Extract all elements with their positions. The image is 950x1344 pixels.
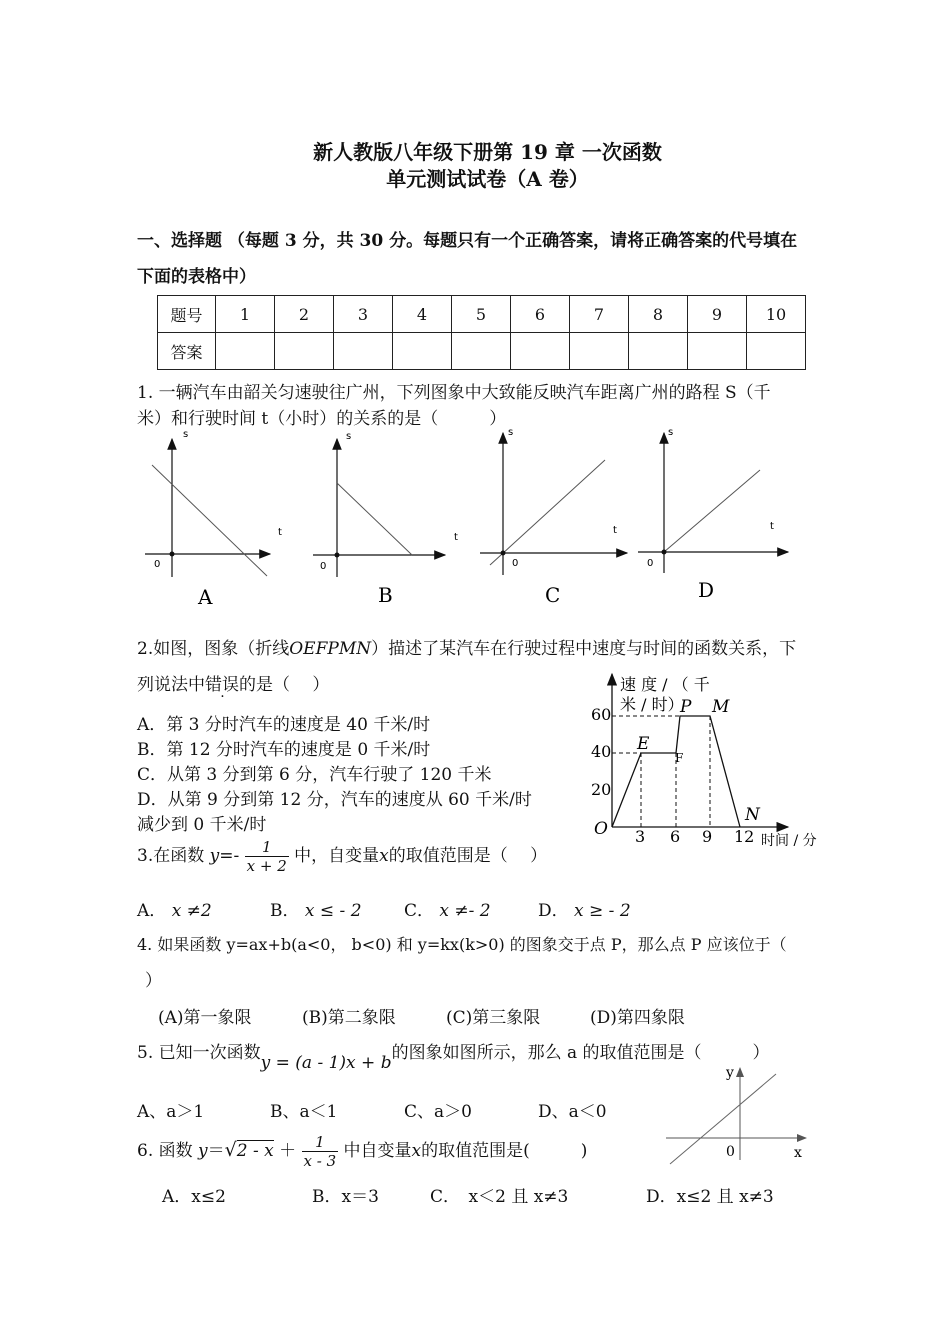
page-subtitle: 单元测试试卷（A 卷）: [386, 167, 589, 191]
t-label: t: [278, 527, 282, 538]
q4-text-cont: ）: [145, 971, 162, 991]
q2-option-d-cont: 减少到 0 千米/时: [137, 815, 267, 835]
s-label: s: [508, 427, 514, 438]
graph-line: [337, 483, 412, 555]
question-number-cell: 5: [452, 296, 511, 333]
x-tick-6: 6: [670, 827, 681, 846]
option-expr: x ≤ - 2: [304, 901, 362, 921]
question-number-cell: 8: [629, 296, 688, 333]
q1-text-cont: 米）和行驶时间 t（小时）的关系的是（ ）: [137, 409, 507, 429]
q6-func-eq: ＝: [207, 1141, 225, 1161]
x-tick-9: 9: [702, 827, 713, 846]
origin-label: 0: [647, 558, 654, 569]
y-tick-20: 20: [591, 780, 612, 799]
graph-line: [664, 470, 760, 552]
s-label: s: [346, 431, 352, 442]
answer-cell[interactable]: [334, 333, 393, 370]
choice-letter-b: B: [378, 583, 393, 607]
q1-text: 1. 一辆汽车由韶关匀速驶往广州，下列图象中大致能反映汽车距离广州的路程 S（千: [137, 383, 771, 403]
q3-option-c: [404, 896, 491, 921]
s-label: s: [183, 429, 189, 440]
point-p-label: P: [680, 697, 692, 717]
q5-option-c: C、a＞0: [404, 1102, 472, 1122]
answer-cell[interactable]: [511, 333, 570, 370]
q4-option-c: (C)第三象限: [446, 1008, 541, 1028]
q6-option-a: A．x≤2: [162, 1187, 226, 1207]
q3-option-a: [137, 896, 212, 921]
question-number-cell: 6: [511, 296, 570, 333]
answer-cell[interactable]: [747, 333, 806, 370]
point-o-label: O: [594, 819, 608, 839]
answer-cell[interactable]: [216, 333, 275, 370]
origin-dot: [501, 551, 506, 556]
x-tick-3: 3: [635, 827, 646, 846]
q2-text-d: 列说法中: [137, 675, 205, 695]
option-label: B．: [270, 901, 300, 921]
origin-dot: [170, 552, 175, 557]
q5-graph: [660, 1060, 820, 1165]
section-heading-cont: 下面的表格中）: [137, 267, 256, 287]
question-number-cell: 9: [688, 296, 747, 333]
y-axis-label: 速 度 / （ 千: [620, 675, 710, 694]
option-expr: x ≠2: [171, 901, 212, 921]
q5-option-d: D、a＜0: [538, 1102, 607, 1122]
graph-line: [490, 460, 605, 565]
table-row: [158, 296, 806, 333]
origin-dot: [662, 550, 667, 555]
q3-var: x: [379, 846, 389, 866]
q2-emphasis: 错误: [205, 675, 239, 695]
option-label: C．: [404, 901, 435, 921]
y-label: y: [726, 1065, 734, 1081]
q5-prefix: 5. 已知一次函数: [137, 1043, 261, 1063]
q6-fraction-num: 1: [302, 1133, 339, 1152]
table-header-cell: 答案: [158, 333, 216, 370]
q5-func: y = (a - 1)x + b: [260, 1053, 392, 1073]
q2-option-a: A．第 3 分时汽车的速度是 40 千米/时: [137, 715, 431, 735]
q3-fraction-num: 1: [245, 838, 289, 857]
y-axis-label-cont: 米 / 时）: [620, 695, 684, 714]
answer-cell[interactable]: [275, 333, 334, 370]
question-number-cell: 7: [570, 296, 629, 333]
q6-func-y: y: [198, 1141, 208, 1161]
question-number-cell: 4: [393, 296, 452, 333]
q6-text: [137, 1133, 587, 1170]
x-tick-12: 12: [734, 827, 755, 846]
origin-label: 0: [512, 558, 519, 569]
sqrt-icon: √: [224, 1139, 237, 1161]
q2-polyline-name: OEFPMN: [289, 639, 372, 659]
q6-suffix-a: 中自变量: [343, 1141, 412, 1161]
table-header-cell: 题号: [158, 296, 216, 333]
answer-table: [157, 295, 806, 370]
q5-option-a: A、a＞1: [137, 1102, 205, 1122]
y-tick-60: 60: [591, 705, 612, 724]
origin-dot: [335, 553, 340, 558]
q2-text-a: 2.如图，图象（折线: [137, 639, 290, 659]
point-n-label: N: [745, 805, 760, 825]
answer-cell[interactable]: [393, 333, 452, 370]
q6-prefix: 6. 函数: [137, 1141, 193, 1161]
answer-cell[interactable]: [452, 333, 511, 370]
q4-option-b: (B)第二象限: [302, 1008, 396, 1028]
t-label: t: [613, 525, 617, 536]
q4-option-a: (A)第一象限: [158, 1008, 252, 1028]
s-label: s: [668, 427, 674, 438]
option-expr: x ≠- 2: [439, 901, 491, 921]
graph-line: [152, 465, 267, 576]
question-number-cell: 1: [216, 296, 275, 333]
choice-letter-c: C: [545, 583, 561, 607]
origin-label: 0: [320, 561, 327, 572]
q1-graphs: [140, 425, 810, 615]
answer-cell[interactable]: [688, 333, 747, 370]
q3-suffix-a: 中，自变量: [294, 846, 380, 866]
q3-func-eq: =-: [219, 846, 240, 866]
point-m-label: M: [712, 697, 730, 717]
graph-a: [145, 429, 282, 609]
q3-fraction-den: x + 2: [246, 857, 287, 875]
q2-option-d: D．从第 9 分到第 12 分，汽车的速度从 60 千米/时: [137, 790, 532, 810]
q3-text: [137, 838, 547, 875]
q4-text: 4. 如果函数 y=ax+b(a<0， b<0) 和 y=kx(k>0) 的图象交于点 P，那么点 P 应该位于（: [137, 935, 787, 954]
graph-line: [670, 1074, 776, 1164]
q3-func-y: y: [209, 846, 220, 866]
q5-option-b: B、a＜1: [270, 1102, 338, 1122]
q6-option-d: D．x≤2 且 x≠3: [646, 1187, 774, 1207]
choice-letter-a: A: [198, 585, 213, 609]
q3-option-d: [538, 896, 631, 921]
graph-c: [480, 427, 627, 607]
origin-label: 0: [154, 559, 161, 570]
q2-text-c: ）描述了某汽车在行驶过程中速度与时间的函数关系，下: [371, 639, 797, 659]
t-label: t: [454, 532, 458, 543]
q5-suffix: 的图象如图所示，那么 a 的取值范围是（ ）: [391, 1043, 770, 1063]
q3-fraction: [245, 838, 289, 875]
table-row: [158, 333, 806, 370]
q3-option-b: [270, 896, 362, 921]
question-number-cell: 10: [747, 296, 806, 333]
choice-letter-d: D: [698, 578, 715, 602]
option-label: D．: [538, 901, 569, 921]
q2-option-c: C．从第 3 分到第 6 分，汽车行驶了 120 千米: [137, 765, 492, 785]
q3-suffix-b: 的取值范围是（ ）: [388, 846, 548, 866]
x-axis-label: 时间 / 分: [761, 833, 817, 849]
q2-text-e: 的是（ ）: [239, 675, 330, 695]
q2-text: [137, 634, 796, 659]
y-tick-40: 40: [591, 742, 612, 761]
origin-label: 0: [726, 1144, 735, 1160]
section-heading: 一、选择题 （每题 3 分，共 30 分。每题只有一个正确答案，请将正确答案的代号填在: [137, 231, 798, 251]
q2-speed-time-graph: [588, 668, 828, 853]
point-f-label: F: [675, 751, 684, 765]
q2-option-b: B．第 12 分时汽车的速度是 0 千米/时: [137, 740, 431, 760]
x-label: x: [794, 1145, 802, 1161]
answer-cell[interactable]: [570, 333, 629, 370]
question-number-cell: 2: [275, 296, 334, 333]
point-e-label: E: [637, 734, 650, 754]
option-expr: x ≥ - 2: [574, 901, 631, 921]
graph-b: [313, 431, 458, 607]
q6-option-b: B．x＝3: [312, 1187, 379, 1207]
question-number-cell: 3: [334, 296, 393, 333]
answer-cell[interactable]: [629, 333, 688, 370]
q6-plus: ＋: [279, 1141, 297, 1161]
q6-option-c: C． x＜2 且 x≠3: [430, 1187, 569, 1207]
t-label: t: [770, 521, 774, 532]
q6-sqrt-body: 2 - x: [236, 1141, 274, 1161]
option-label: A．: [137, 901, 167, 921]
graph-d: [638, 427, 788, 602]
q6-var: x: [411, 1141, 422, 1161]
q3-prefix: 3.在函数: [137, 846, 205, 866]
q4-option-d: (D)第四象限: [590, 1008, 685, 1028]
q6-fraction-den: x - 3: [303, 1152, 337, 1170]
q2-text-cont: [137, 670, 329, 695]
q6-fraction: [302, 1133, 339, 1170]
q6-suffix-b: 的取值范围是( ): [421, 1141, 588, 1161]
page-title: 新人教版八年级下册第 19 章 一次函数: [313, 140, 662, 164]
